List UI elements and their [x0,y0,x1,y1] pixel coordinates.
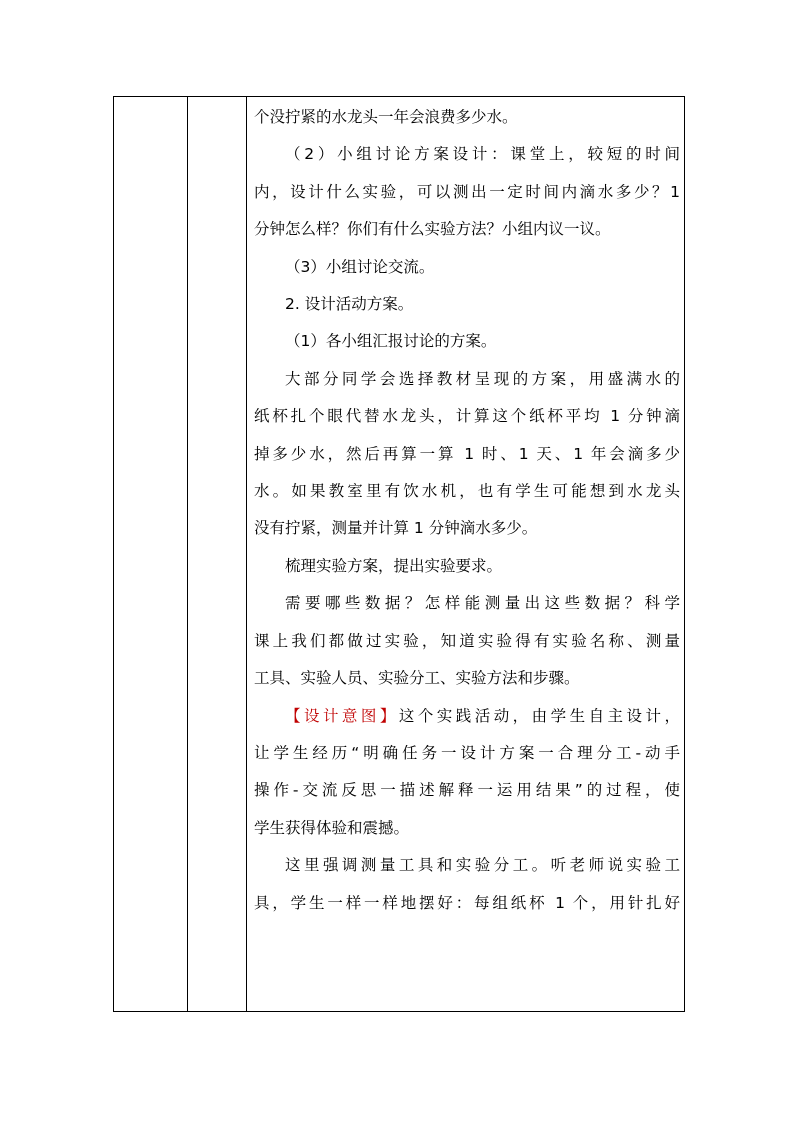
text-line [254,772,680,809]
text-line [254,398,680,435]
text-line [254,735,680,772]
line-text: 操作-交流反思一描述解释一运用结果”的过程，使 [254,781,680,800]
line-text: 内，设计什么实验，可以测出一定时间内滴水多少？1 [254,182,680,201]
text-line [254,361,680,398]
text-line [254,136,680,173]
line-text: 这个实践活动，由学生自主设计， [398,706,680,725]
text-line [254,436,680,473]
line-text: 分钟怎么样？你们有什么实验方法？小组内议一议。 [254,220,611,239]
line-text: （2）小组讨论方案设计：课堂上，较短的时间 [285,145,680,164]
text-line [254,585,680,622]
line-text: 学生获得体验和震撼。 [254,818,410,837]
text-line [254,698,680,735]
line-text: 大部分同学会选择教材呈现的方案，用盛满水的 [285,369,680,388]
text-line [254,323,680,360]
text-line [254,510,680,547]
line-text: （1）各小组汇报讨论的方案。 [285,332,497,351]
design-intent-tag: 【设计意图】 [285,706,399,725]
line-text: （3）小组讨论交流。 [285,257,435,276]
text-line [254,249,680,286]
text-line [254,623,680,660]
text-line [254,810,680,847]
line-text: 这里强调测量工具和实验分工。听老师说实验工 [285,856,680,875]
text-line [254,847,680,884]
line-text: 2. 设计活动方案。 [285,295,414,314]
text-line [254,473,680,510]
text-line [254,174,680,211]
line-text: 纸杯扎个眼代替水龙头，计算这个纸杯平均 1 分钟滴 [254,407,680,426]
line-text: 梳理实验方案，提出实验要求。 [285,556,503,575]
line-text: 需要哪些数据？怎样能测量出这些数据？科学 [285,594,680,613]
text-line [254,885,680,922]
lesson-content-cell [254,99,680,922]
column-divider-2 [246,97,247,1011]
lesson-table [113,96,685,1012]
text-line [254,99,680,136]
line-text: 水。如果教室里有饮水机，也有学生可能想到水龙头 [254,482,680,501]
line-text: 掉多少水，然后再算一算 1 时、1 天、1 年会滴多少 [254,444,680,463]
text-line [254,548,680,585]
line-text: 工具、实验人员、实验分工、实验方法和步骤。 [254,669,580,688]
line-text: 具，学生一样一样地摆好：每组纸杯 1 个，用针扎好 [254,893,680,912]
line-text: 课上我们都做过实验，知道实验得有实验名称、测量 [254,631,680,650]
line-text: 让学生经历“明确任务一设计方案一合理分工-动手 [254,743,680,762]
text-line [254,660,680,697]
text-line [254,211,680,248]
line-text: 个没拧紧的水龙头一年会浪费多少水。 [254,108,518,126]
column-divider-1 [187,97,188,1011]
line-text: 没有拧紧，测量并计算 1 分钟滴水多少。 [254,519,538,538]
text-line [254,286,680,323]
